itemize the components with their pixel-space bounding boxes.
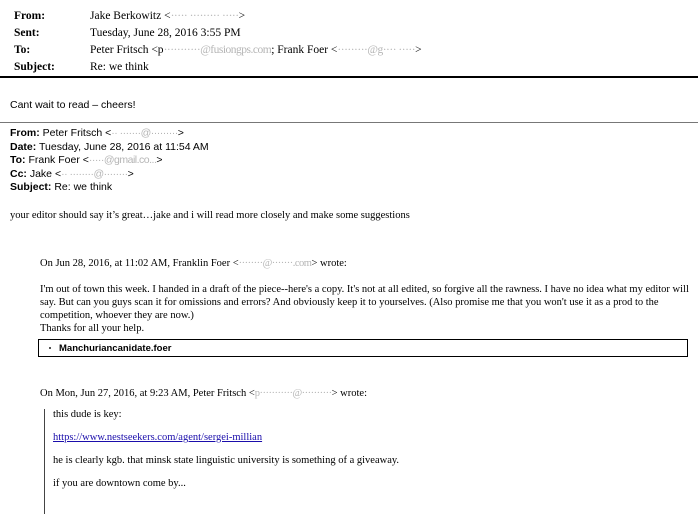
quoted3-line2: he is clearly kgb. that minsk state linguistic university is something of a giveaway. (53, 455, 400, 466)
quoted-cc-name: Jake < (29, 167, 62, 180)
from-value (90, 8, 245, 25)
from-label: From: (14, 10, 46, 22)
reply-divider (0, 122, 698, 123)
to-value (90, 42, 422, 59)
quoted-cc-label: Cc: (10, 167, 27, 180)
quoted-date-label: Date: (10, 140, 37, 153)
redacted-email: p···········@·········· (254, 388, 332, 399)
redacted-email: ·········@g···· ····· (337, 44, 416, 56)
quoted-to-row (10, 154, 209, 168)
redacted-email: ·· ·······@········· (111, 127, 178, 139)
quoted3-line3: if you are downtown come by... (53, 478, 186, 489)
quoted3-header-a: On Mon, Jun 27, 2016, at 9:23 AM, Peter Fritsch < (40, 388, 255, 399)
sent-label: Sent: (14, 27, 40, 39)
attachment[interactable] (38, 339, 688, 357)
message-body: your editor should say it’s great…jake and i will read more closely and make some suggestions (10, 210, 410, 221)
quoted-from-name: Peter Fritsch < (42, 127, 112, 139)
redacted-email: ···········@fusiongps.com (163, 44, 272, 56)
quoted3-header (40, 388, 367, 399)
from-name: Jake Berkowitz < (90, 10, 171, 22)
nestseekers-link[interactable]: https://www.nestseekers.com/agent/sergei-millian (53, 432, 263, 443)
redacted-email: ·· ········@········ (61, 167, 128, 180)
header-from-row (14, 8, 422, 25)
quoted2-header (40, 258, 347, 269)
quoted3-block (44, 409, 399, 514)
quoted2-paragraph: I'm out of town this week. I handed in a draft of the piece--here's a copy. It's not at all edited, so forgive all the rawness. I have no idea what my editor will say. But can you guys scan it for omissions and errors? And obviously keep it to yourselves. (Also promise me that you won't use it as a prod to the competition, whoever they are now.) (40, 284, 689, 321)
to-label: To: (14, 44, 31, 56)
quoted2-body (40, 283, 690, 335)
header-subject-row (14, 59, 422, 76)
redacted-email: ·····@gmail.co... (88, 154, 157, 167)
to-name-b: ; Frank Foer < (271, 44, 338, 56)
quoted-date-value: Tuesday, June 28, 2016 at 11:54 AM (39, 140, 209, 153)
quoted-cc-close: > (127, 167, 134, 180)
email-header (14, 8, 422, 76)
header-sent-row (14, 25, 422, 42)
quoted2-header-a: On Jun 28, 2016, at 11:02 AM, Franklin Foer < (40, 258, 239, 269)
to-close: > (415, 44, 422, 56)
quoted-subject-label: Subject: (10, 181, 52, 194)
subject-label: Subject: (14, 61, 55, 73)
quoted-from-close: > (177, 127, 184, 139)
reply-text: Cant wait to read – cheers! (10, 99, 136, 111)
redacted-email: ········@·······.com (238, 258, 312, 269)
quoted-cc-row (10, 168, 209, 182)
quoted-subject-value: Re: we think (54, 181, 113, 194)
redacted-email: ····· ········· ····· (170, 10, 239, 22)
to-name-a: Peter Fritsch <p (90, 44, 164, 56)
quoted-subject-row (10, 181, 209, 195)
quoted-header (10, 127, 209, 195)
quoted-to-name: Frank Foer < (28, 154, 89, 167)
quoted-from-row (10, 127, 209, 141)
attachment-icon (49, 347, 51, 349)
quoted2-header-b: > wrote: (311, 258, 347, 269)
quoted3-header-b: > wrote: (331, 388, 367, 399)
attachment-name: Manchuriancanidate.foer (59, 343, 172, 354)
quoted-from-label: From: (10, 127, 40, 139)
from-close: > (238, 10, 246, 22)
quoted-to-label: To: (10, 154, 26, 167)
quoted-date-row (10, 141, 209, 155)
header-to-row (14, 42, 422, 59)
subject-value: Re: we think (90, 61, 149, 73)
quoted2-thanks: Thanks for all your help. (40, 323, 145, 334)
header-divider (0, 76, 698, 78)
quoted3-line1: this dude is key: (53, 409, 122, 420)
quoted-to-close: > (156, 154, 163, 167)
sent-value: Tuesday, June 28, 2016 3:55 PM (90, 27, 241, 39)
